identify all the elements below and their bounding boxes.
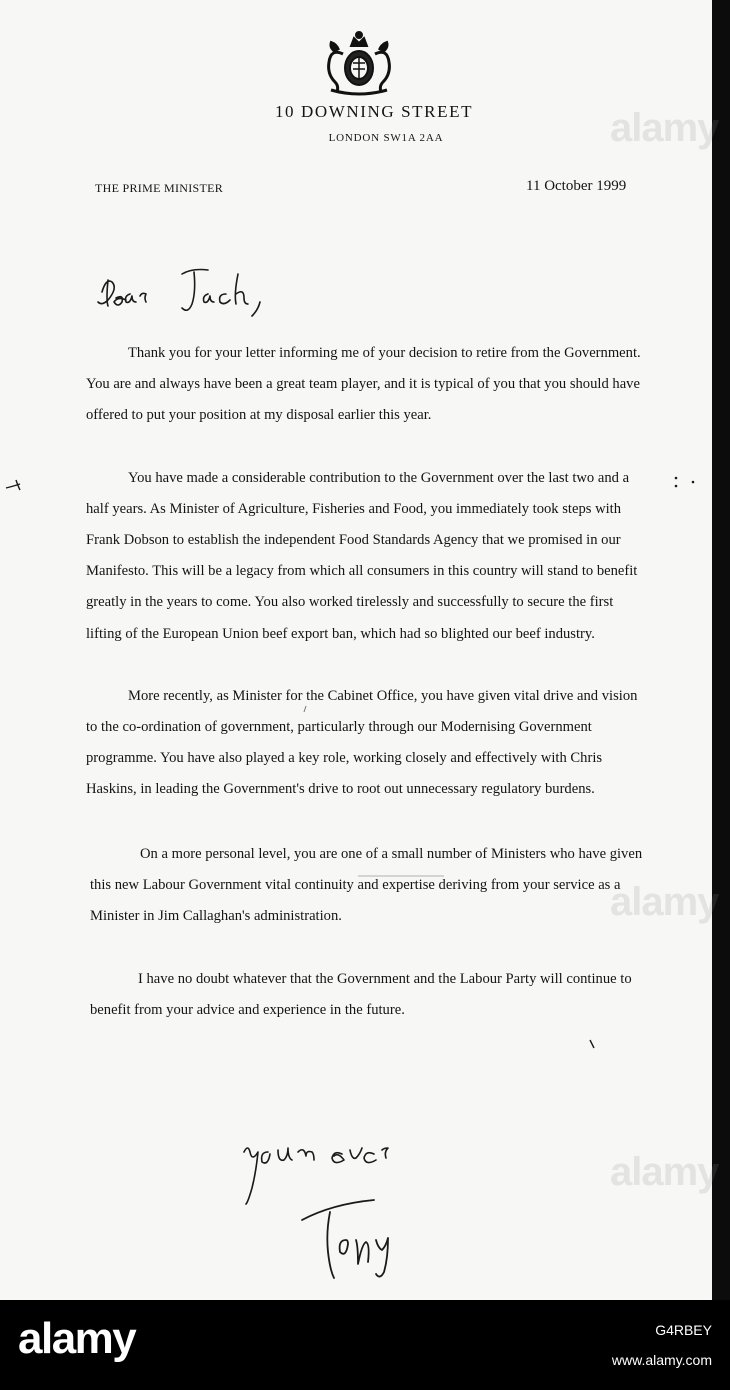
signature-handwriting — [298, 1198, 418, 1290]
handwritten-salutation — [96, 258, 286, 333]
letter-paragraph: On a more personal level, you are one of a small number of Ministers who have given this new Labour Government vital continuity and expertise deriving from your service as a Minister in Jim Callaghan's administration. — [90, 845, 643, 925]
letter-paragraph: Thank you for your letter informing me of your decision to retire from the Government. You are and always have been a great team player, and it is typical of you that you should have offered to put your position at my disposal earlier this year. — [86, 345, 641, 424]
image-id: G4RBEY — [655, 1322, 712, 1338]
letter-paragraph: More recently, as Minister for the Cabinet Office, you have given vital drive and vision to the co-ordination of government, particularly through our Modernising Government programme. You have also played a key role, working closely and effectively with Chris Haskins, in leading the Government's drive to root out unnecessary regulatory burdens. — [86, 687, 638, 798]
watermark: alamy — [610, 880, 719, 924]
watermark: alamy — [610, 1150, 719, 1194]
sender-title: THE PRIME MINISTER — [95, 181, 224, 195]
footer-url[interactable]: www.alamy.com — [611, 1352, 712, 1368]
letter-date: 11 October 1999 — [526, 178, 627, 194]
salutation-handwriting — [96, 258, 286, 328]
royal-coat-of-arms-icon — [313, 24, 405, 96]
handwritten-signature — [298, 1198, 418, 1295]
stock-footer-bar — [0, 1300, 730, 1390]
letterhead-address: 10 DOWNING STREET — [274, 102, 474, 121]
letter-paragraph: I have no doubt whatever that the Government and the Labour Party will continue to benefit from your advice and experience in the future. — [90, 971, 632, 1019]
alamy-logo: alamy — [18, 1314, 136, 1363]
letter-paragraph: You have made a considerable contribution to the Government over the last two and a half years. As Minister of Agriculture, Fisheries and Food, you immediately took steps with Frank Dobson to establish the independent Food Standards Agency that we promised in our Manifesto. This will be a legacy from which all consumers in this country will stand to benefit greatly in the years to come. You also worked tirelessly and successfully to secure the first lifting of the European Union beef export ban, which had so blighted our beef industry. — [86, 469, 638, 642]
letter-body — [86, 338, 652, 1027]
letterhead-postcode: LONDON SW1A 2AA — [328, 132, 444, 144]
watermark: alamy — [610, 106, 719, 150]
